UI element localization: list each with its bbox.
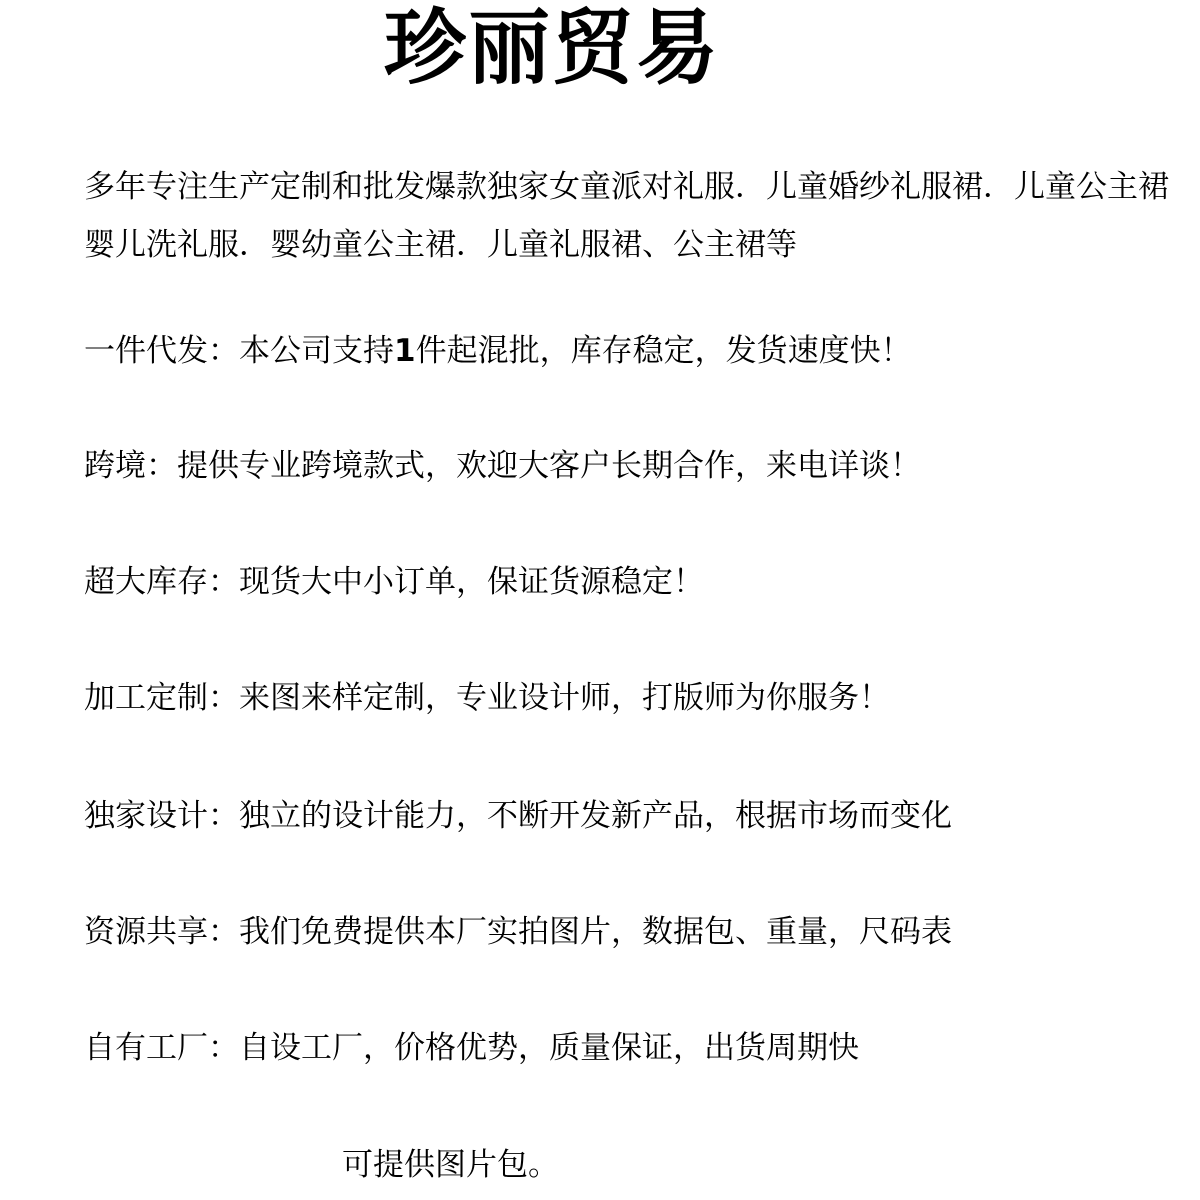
feature-dropshipping-suffix: 件起混批，库存稳定，发货速度快！ <box>415 333 912 369</box>
footer-note: 可提供图片包。 <box>342 1147 559 1183</box>
feature-resource-sharing: 资源共享：我们免费提供本厂实拍图片，数据包、重量，尺码表 <box>84 914 952 950</box>
company-title: 珍丽贸易 <box>384 1 721 96</box>
feature-dropshipping-prefix: 一件代发：本公司支持 <box>84 333 394 369</box>
feature-custom-processing: 加工定制：来图来样定制，专业设计师，打版师为你服务！ <box>84 680 890 716</box>
intro-line-2: 婴儿洗礼服．婴幼童公主裙．儿童礼服裙、公主裙等 <box>84 227 797 263</box>
feature-dropshipping-number: 1 <box>394 333 416 369</box>
intro-paragraph <box>84 158 1200 274</box>
feature-cross-border: 跨境：提供专业跨境款式，欢迎大客户长期合作，来电详谈！ <box>84 448 921 484</box>
feature-own-factory: 自有工厂：自设工厂，价格优势，质量保证，出货周期快 <box>84 1030 859 1066</box>
feature-large-inventory: 超大库存：现货大中小订单，保证货源稳定！ <box>84 564 704 600</box>
feature-exclusive-design: 独家设计：独立的设计能力，不断开发新产品，根据市场而变化 <box>84 798 952 834</box>
intro-line-1: 多年专注生产定制和批发爆款独家女童派对礼服．儿童婚纱礼服裙．儿童公主裙 <box>84 169 1169 205</box>
feature-dropshipping <box>84 333 912 369</box>
